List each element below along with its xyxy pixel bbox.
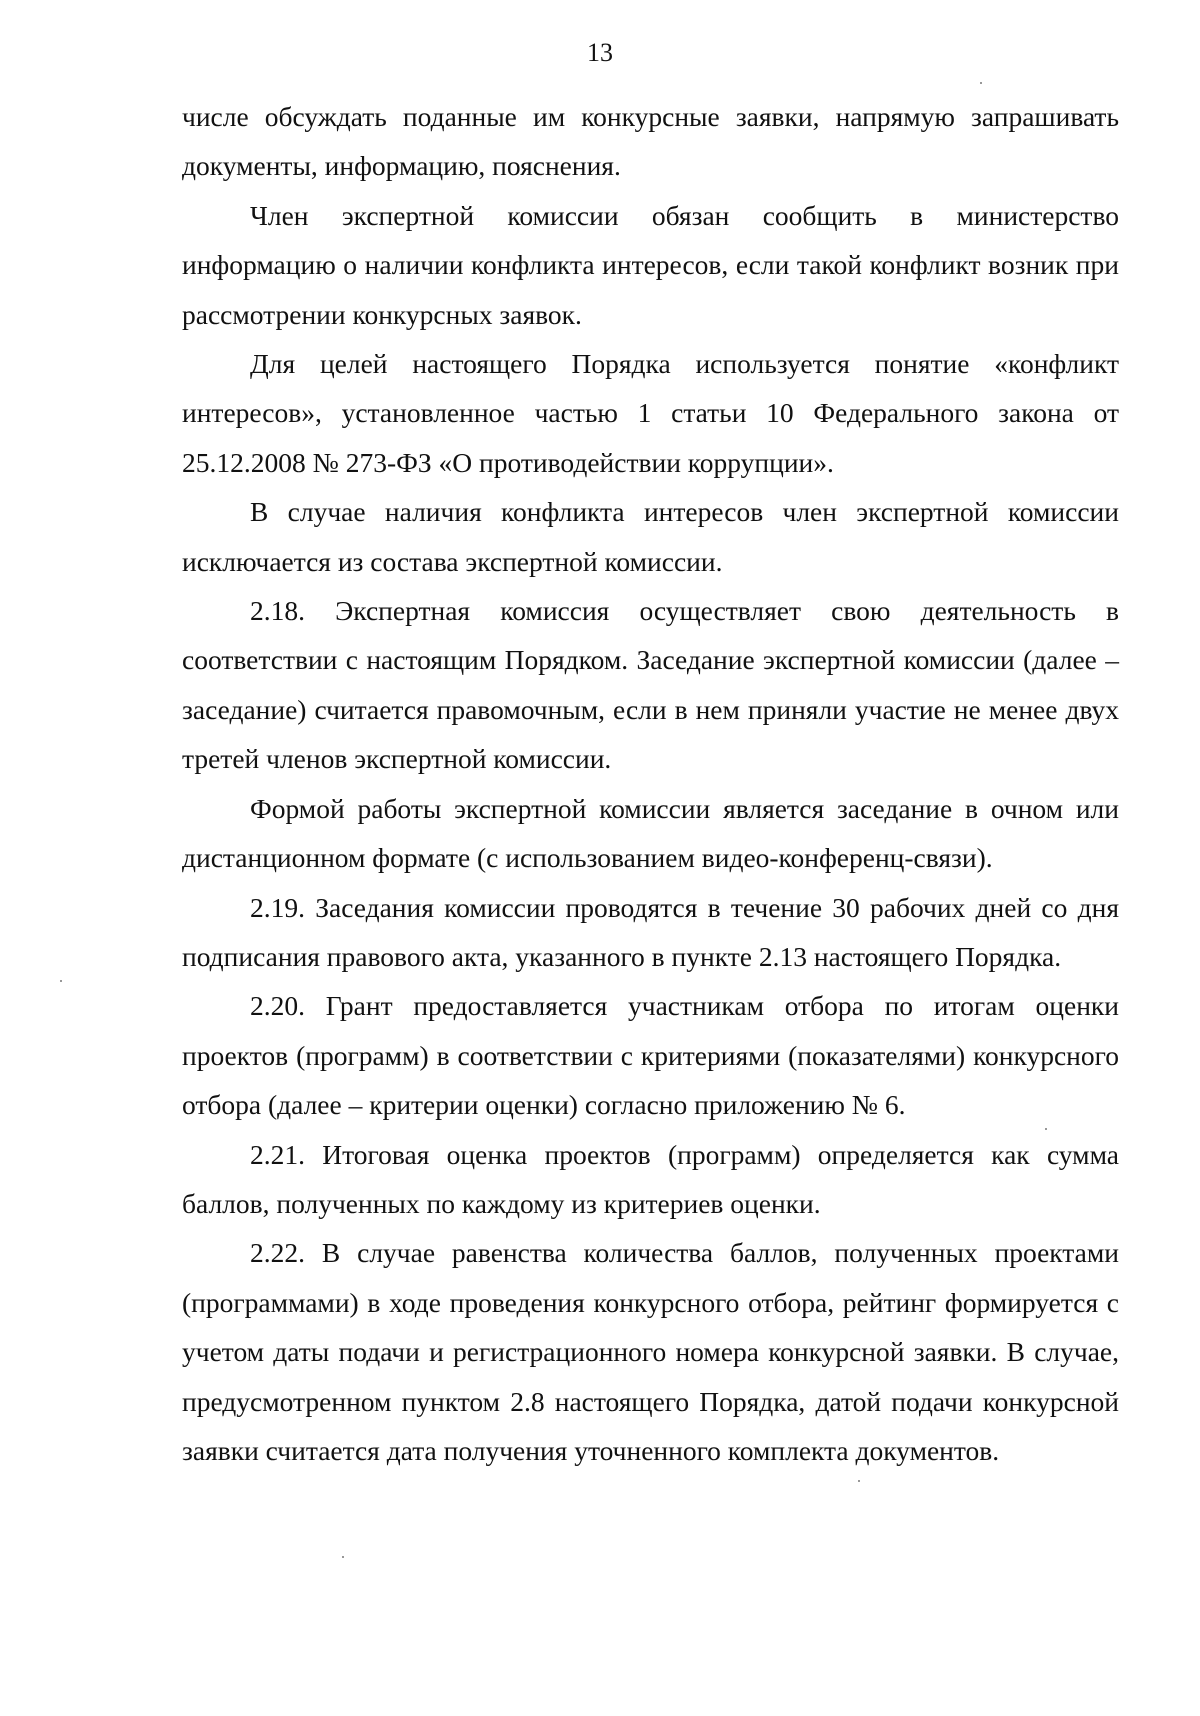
scan-speck [60,980,62,982]
paragraph: В случае наличия конфликта интересов член экспертной комиссии исключается из состава экспертной комиссии. [182,496,1119,577]
paragraph-2-20: 2.20. Грант предоставляется участникам отбора по итогам оценки проектов (программ) в соответствии с критериями (показателями) конкурсного отбора (далее – критерии оценки) согласно приложению № 6. [182,990,1119,1121]
paragraph: Член экспертной комиссии обязан сообщить в министерство информацию о наличии конфликта интересов, если такой конфликт возник при рассмотрении конкурсных заявок. [182,199,1119,330]
paragraph-2-22: 2.22. В случае равенства количества баллов, полученных проектами (программами) в ходе проведения конкурсного отбора, рейтинг формируется с учетом даты подачи и регистрационного номера конкурсной заявки. В случае, предусмотренном пунктом 2.8 настоящего Порядка, датой подачи конкурсной заявки считается дата получения уточненного комплекта документов. [182,1237,1119,1466]
scan-speck [980,82,982,84]
scan-speck [342,1556,344,1558]
scan-speck [858,1480,860,1482]
scan-speck [1045,1128,1047,1130]
paragraph-2-18: 2.18. Экспертная комиссия осуществляет свою деятельность в соответствии с настоящим Порядком. Заседание экспертной комиссии (далее – заседание) считается правомочным, если в нем приняли участие не менее двух третей членов экспертной комиссии. [182,595,1119,775]
paragraph: Формой работы экспертной комиссии является заседание в очном или дистанционном формате (с использованием видео-конференц-связи). [182,792,1119,874]
paragraph-2-21: 2.21. Итоговая оценка проектов (программ) определяется как сумма баллов, полученных по каждому из критериев оценки. [182,1138,1119,1219]
paragraph: Для целей настоящего Порядка используется понятие «конфликт интересов», установленное частью 1 статьи 10 Федерального закона от 25.12.2008 № 273-ФЗ «О противодействии коррупции». [182,348,1119,478]
document-body [182,92,1119,1475]
paragraph-2-19: 2.19. Заседания комиссии проводятся в течение 30 рабочих дней со дня подписания правового акта, указанного в пункте 2.13 настоящего Порядка. [182,891,1119,972]
page-number: 13 [587,38,613,67]
paragraph-continuation: числе обсуждать поданные им конкурсные заявки, напрямую запрашивать документы, информацию, пояснения. [182,101,1119,182]
